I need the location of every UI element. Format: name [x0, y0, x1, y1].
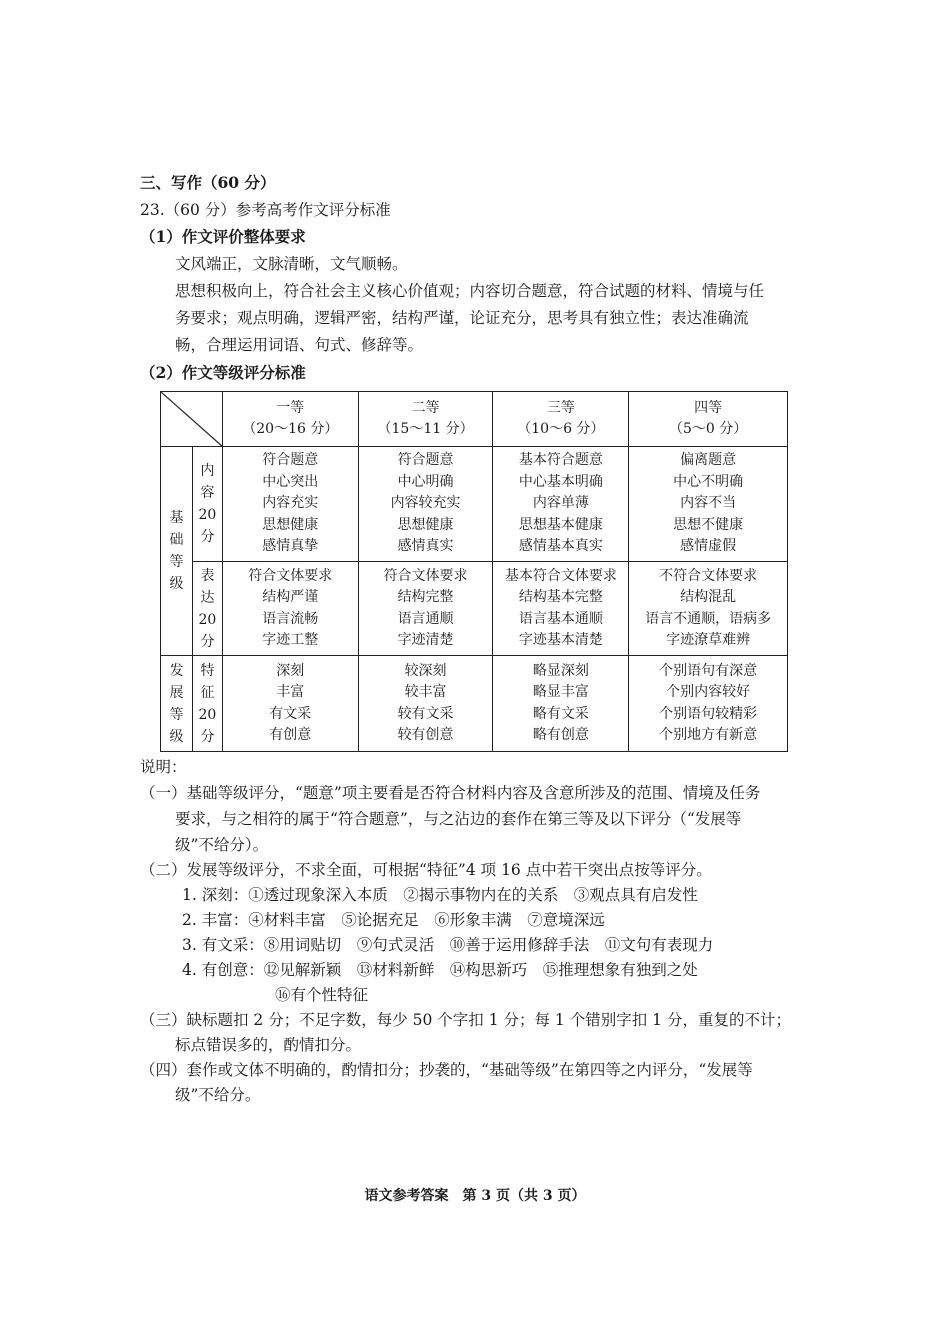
grading-table — [160, 391, 788, 752]
diagonal-line — [161, 392, 222, 446]
question-title: 23.（60 分）参考高考作文评分标准 — [140, 201, 391, 219]
part1-heading: （1）作文评价整体要求 — [140, 227, 306, 246]
feature-cell: 较深刻 较丰富 较有文采 较有创意 — [358, 656, 493, 752]
content-cell: 符合题意 中心突出 内容充实 思想健康 感情真挚 — [222, 447, 358, 562]
table-header-row — [161, 392, 788, 447]
note-2-item: 3. 有文采：⑧用词贴切 ⑨句式灵活 ⑩善于运用修辞手法 ⑪文句有表现力 — [182, 936, 714, 954]
part1-line: 畅，合理运用词语、句式、修辞等。 — [175, 336, 424, 354]
note-2-item: 1. 深刻：①透过现象深入本质 ②揭示事物内在的关系 ③观点具有启发性 — [182, 886, 698, 904]
note-2-item: ⑯有个性特征 — [275, 986, 369, 1004]
expression-label: 表 达 20 分 — [192, 562, 222, 656]
content-cell: 符合题意 中心明确 内容较充实 思想健康 感情真实 — [358, 447, 493, 562]
feature-cell: 深刻 丰富 有文采 有创意 — [222, 656, 358, 752]
note-3-line: 标点错误多的，酌情扣分。 — [175, 1036, 362, 1054]
content-cell: 基本符合题意 中心基本明确 内容单薄 思想基本健康 感情基本真实 — [493, 447, 629, 562]
note-4-line: 级”不给分。 — [175, 1086, 261, 1104]
note-4-line: （四）套作或文体不明确的，酌情扣分；抄袭的，“基础等级”在第四等之内评分，“发展等 — [140, 1061, 753, 1079]
grade-header-4: 四等 （5～0 分） — [629, 392, 788, 447]
page-footer: 语文参考答案 第 3 页（共 3 页） — [364, 1188, 586, 1204]
expression-cell: 不符合文体要求 结构混乱 语言不通顺，语病多 字迹潦草难辨 — [629, 562, 788, 656]
table-row-expression — [161, 562, 788, 656]
section-heading: 三、写作（60 分） — [140, 173, 276, 192]
note-2-line: （二）发展等级评分，不求全面，可根据“特征”4 项 16 点中若干突出点按等评分。 — [140, 861, 712, 879]
grade-header-3: 三等 （10～6 分） — [493, 392, 629, 447]
grade-header-1: 一等 （20～16 分） — [222, 392, 358, 447]
table-row-feature — [161, 656, 788, 752]
note-3-line: （三）缺标题扣 2 分；不足字数，每少 50 个字扣 1 分；每 1 个错别字扣 1 分，重复的不计； — [140, 1011, 791, 1029]
table-row-content — [161, 447, 788, 562]
expression-cell: 符合文体要求 结构完整 语言通顺 字迹清楚 — [358, 562, 493, 656]
feature-cell: 个别语句有深意 个别内容较好 个别语句较精彩 个别地方有新意 — [629, 656, 788, 752]
content-cell: 偏离题意 中心不明确 内容不当 思想不健康 感情虚假 — [629, 447, 788, 562]
note-1-line: 要求，与之相符的属于“符合题意”，与之沾边的套作在第三等及以下评分（“发展等 — [175, 810, 742, 828]
expression-cell: 符合文体要求 结构严谨 语言流畅 字迹工整 — [222, 562, 358, 656]
feature-cell: 略显深刻 略显丰富 略有文采 略有创意 — [493, 656, 629, 752]
part1-line: 文风端正，文脉清晰，文气顺畅。 — [175, 255, 408, 273]
note-2-item: 2. 丰富：④材料丰富 ⑤论据充足 ⑥形象丰满 ⑦意境深远 — [182, 911, 605, 929]
development-level-label: 发 展 等 级 — [161, 656, 193, 752]
note-1-line: 级”不给分）。 — [175, 836, 269, 854]
note-1-line: （一）基础等级评分，“题意”项主要看是否符合材料内容及含意所涉及的范围、情境及任务 — [140, 784, 761, 802]
part1-line: 思想积极向上，符合社会主义核心价值观；内容切合题意，符合试题的材料、情境与任 — [175, 282, 765, 300]
grade-header-2: 二等 （15～11 分） — [358, 392, 493, 447]
diagonal-corner-cell — [161, 392, 223, 447]
content-label: 内 容 20 分 — [192, 447, 222, 562]
part2-heading: （2）作文等级评分标准 — [140, 363, 306, 382]
notes-title: 说明： — [140, 758, 187, 776]
expression-cell: 基本符合文体要求 结构基本完整 语言基本通顺 字迹基本清楚 — [493, 562, 629, 656]
part1-line: 务要求；观点明确，逻辑严密，结构严谨，论证充分，思考具有独立性；表达准确流 — [175, 309, 749, 327]
note-2-item: 4. 有创意：⑫见解新颖 ⑬材料新鲜 ⑭构思新巧 ⑮推理想象有独到之处 — [182, 961, 698, 979]
feature-label: 特 征 20 分 — [192, 656, 222, 752]
basic-level-label: 基 础 等 级 — [161, 447, 193, 656]
